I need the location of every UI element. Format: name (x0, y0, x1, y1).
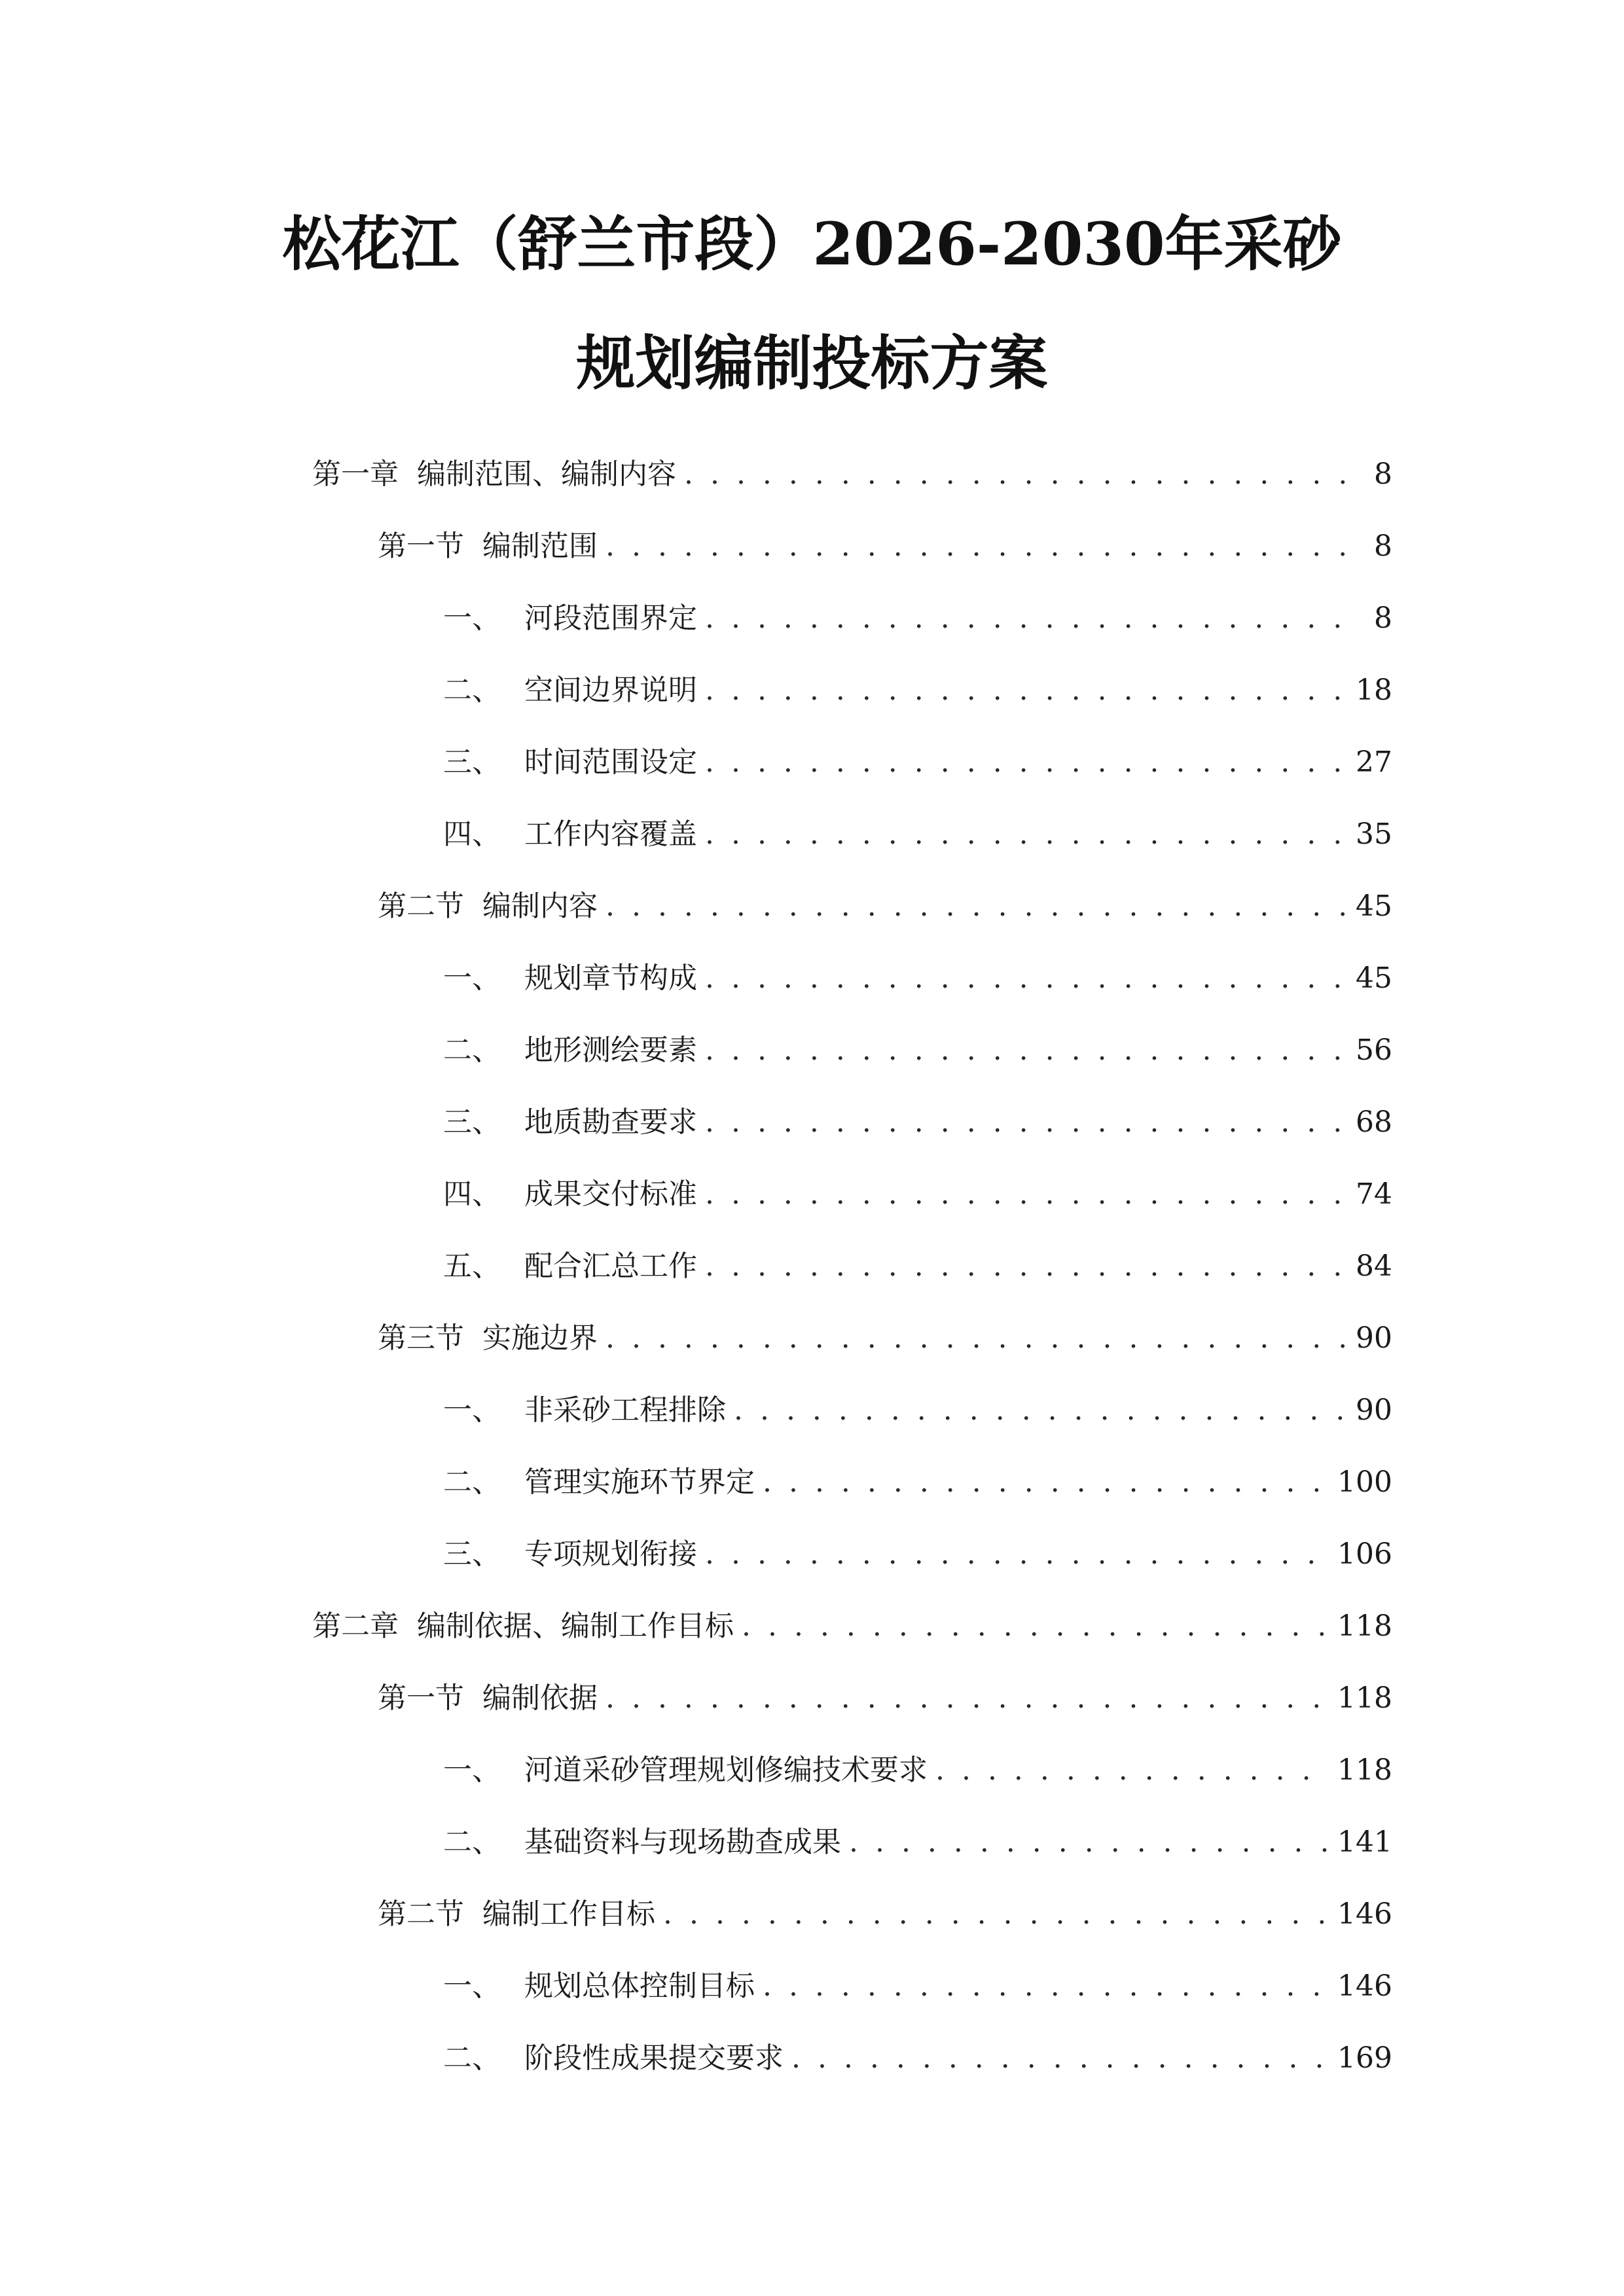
toc-entry-number: 二、 (443, 1825, 501, 1859)
toc-entry-number: 第一节 (378, 529, 464, 563)
toc-entry-number: 第二节 (378, 1897, 464, 1931)
toc-entry-label (312, 1590, 734, 1662)
toc-entry-page-number: 56 (1356, 1033, 1392, 1067)
toc-entry-label (443, 1446, 755, 1518)
toc-entry-title: 河段范围界定 (524, 601, 697, 635)
toc-entry-number: 第一章 (312, 457, 399, 491)
toc-entry-label (443, 1518, 697, 1590)
toc-entry-label (443, 655, 697, 726)
toc-entry-page-number: 45 (1356, 889, 1392, 923)
toc-entry-label (443, 1806, 841, 1878)
toc-entry-title: 工作内容覆盖 (524, 817, 697, 851)
toc-dot-leader (849, 1806, 1331, 1878)
toc-entry-label (443, 1950, 755, 2022)
toc-entry-label (443, 1734, 928, 1806)
toc-entry-number: 五、 (443, 1249, 501, 1283)
toc-entry-number: 三、 (443, 1105, 501, 1139)
toc-entry[interactable] (312, 1374, 1392, 1446)
toc-entry-title: 空间边界说明 (524, 673, 697, 707)
toc-entry-title: 阶段性成果提交要求 (524, 2041, 784, 2075)
toc-entry[interactable] (312, 511, 1392, 583)
toc-entry-page-number: 68 (1356, 1105, 1392, 1139)
toc-entry-title: 规划章节构成 (524, 961, 697, 995)
toc-entry-page-number: 74 (1356, 1177, 1392, 1211)
toc-entry-title: 编制工作目标 (482, 1897, 655, 1931)
toc-dot-leader (605, 511, 1360, 583)
toc-entry-number: 一、 (443, 1753, 501, 1787)
toc-entry-label (443, 1158, 697, 1230)
toc-entry[interactable] (312, 1806, 1392, 1878)
toc-entry-page-number: 35 (1356, 817, 1392, 851)
toc-entry[interactable] (312, 1446, 1392, 1518)
toc-entry-number: 一、 (443, 1393, 501, 1427)
toc-entry[interactable] (312, 726, 1392, 798)
toc-entry-label (443, 1086, 697, 1158)
toc-entry-page-number: 118 (1337, 1753, 1392, 1787)
toc-entry-number: 二、 (443, 1033, 501, 1067)
toc-entry-number: 第一节 (378, 1681, 464, 1715)
toc-dot-leader (705, 583, 1360, 655)
toc-entry-page-number: 84 (1356, 1249, 1392, 1283)
toc-entry-title: 地质勘查要求 (524, 1105, 697, 1139)
toc-entry[interactable] (312, 1878, 1392, 1950)
toc-entry-number: 第二节 (378, 889, 464, 923)
toc-entry-title: 基础资料与现场勘查成果 (524, 1825, 841, 1859)
toc-entry-page-number: 90 (1356, 1321, 1392, 1355)
toc-dot-leader (705, 1014, 1349, 1086)
toc-entry[interactable] (312, 942, 1392, 1014)
toc-entry-page-number: 146 (1337, 1969, 1392, 2003)
toc-entry-page-number: 8 (1374, 601, 1392, 635)
toc-entry-number: 一、 (443, 601, 501, 635)
toc-entry-label (443, 942, 697, 1014)
document-title-line-2: 规划编制投标方案 (576, 329, 1048, 398)
toc-entry[interactable] (312, 1014, 1392, 1086)
toc-entry[interactable] (312, 1158, 1392, 1230)
toc-entry-page-number: 18 (1356, 673, 1392, 707)
toc-entry-number: 二、 (443, 1465, 501, 1499)
toc-entry-label (443, 726, 697, 798)
toc-dot-leader (791, 2022, 1331, 2094)
toc-dot-leader (705, 1158, 1349, 1230)
toc-entry-page-number: 141 (1337, 1825, 1392, 1859)
toc-entry-title: 编制范围 (482, 529, 598, 563)
toc-entry[interactable] (312, 870, 1392, 942)
toc-entry-number: 二、 (443, 2041, 501, 2075)
toc-entry[interactable] (312, 655, 1392, 726)
toc-entry-label (378, 1662, 598, 1734)
toc-entry-title: 编制内容 (482, 889, 598, 923)
toc-entry-page-number: 118 (1337, 1681, 1392, 1715)
toc-entry-page-number: 100 (1337, 1465, 1392, 1499)
toc-entry-page-number: 90 (1356, 1393, 1392, 1427)
toc-entry-page-number: 118 (1337, 1609, 1392, 1643)
toc-entry[interactable] (312, 1230, 1392, 1302)
toc-dot-leader (935, 1734, 1331, 1806)
toc-entry-title: 河道采砂管理规划修编技术要求 (524, 1753, 928, 1787)
toc-dot-leader (705, 1230, 1349, 1302)
toc-entry-title: 地形测绘要素 (524, 1033, 697, 1067)
toc-entry[interactable] (312, 439, 1392, 511)
toc-entry-title: 时间范围设定 (524, 745, 697, 779)
toc-entry-title: 实施边界 (482, 1321, 598, 1355)
toc-dot-leader (705, 798, 1349, 870)
toc-entry-page-number: 146 (1337, 1897, 1392, 1931)
toc-entry-title: 编制范围、编制内容 (417, 457, 676, 491)
toc-entry-title: 编制依据、编制工作目标 (417, 1609, 734, 1643)
toc-dot-leader (705, 1518, 1331, 1590)
toc-dot-leader (734, 1374, 1349, 1446)
toc-entry-label (378, 511, 598, 583)
toc-entry-page-number: 8 (1374, 457, 1392, 491)
toc-entry[interactable] (312, 1086, 1392, 1158)
toc-entry-title: 专项规划衔接 (524, 1537, 697, 1571)
toc-dot-leader (605, 1302, 1349, 1374)
toc-entry-label (443, 1014, 697, 1086)
toc-entry-label (443, 798, 697, 870)
toc-dot-leader (605, 870, 1349, 942)
toc-entry[interactable] (312, 1662, 1392, 1734)
toc-entry-title: 管理实施环节界定 (524, 1465, 755, 1499)
toc-dot-leader (742, 1590, 1331, 1662)
toc-entry-title: 规划总体控制目标 (524, 1969, 755, 2003)
table-of-contents (312, 439, 1392, 2094)
toc-entry-number: 一、 (443, 961, 501, 995)
toc-entry-number: 第二章 (312, 1609, 399, 1643)
toc-dot-leader (705, 942, 1349, 1014)
toc-dot-leader (705, 655, 1349, 726)
toc-entry-page-number: 8 (1374, 529, 1392, 563)
toc-entry-title: 编制依据 (482, 1681, 598, 1715)
toc-entry-number: 三、 (443, 1537, 501, 1571)
toc-dot-leader (663, 1878, 1331, 1950)
toc-entry[interactable] (312, 2022, 1392, 2094)
toc-entry-page-number: 169 (1337, 2041, 1392, 2075)
toc-entry[interactable] (312, 798, 1392, 870)
toc-entry-number: 四、 (443, 1177, 501, 1211)
toc-entry-number: 二、 (443, 673, 501, 707)
toc-entry[interactable] (312, 1950, 1392, 2022)
toc-entry-label (378, 1878, 655, 1950)
toc-dot-leader (684, 439, 1360, 511)
toc-dot-leader (705, 726, 1349, 798)
toc-dot-leader (763, 1446, 1331, 1518)
toc-entry-label (312, 439, 676, 511)
document-title-line-1: 松花江（舒兰市段）2026-2030年采砂 (282, 209, 1342, 279)
toc-dot-leader (605, 1662, 1331, 1734)
toc-dot-leader (705, 1086, 1349, 1158)
toc-entry[interactable] (312, 583, 1392, 655)
toc-entry[interactable] (312, 1518, 1392, 1590)
toc-entry[interactable] (312, 1302, 1392, 1374)
toc-entry-page-number: 106 (1337, 1537, 1392, 1571)
toc-entry-page-number: 45 (1356, 961, 1392, 995)
toc-entry[interactable] (312, 1734, 1392, 1806)
toc-entry-label (443, 583, 697, 655)
toc-entry-title: 配合汇总工作 (524, 1249, 697, 1283)
toc-entry-title: 成果交付标准 (524, 1177, 697, 1211)
toc-entry[interactable] (312, 1590, 1392, 1662)
toc-entry-number: 第三节 (378, 1321, 464, 1355)
toc-entry-page-number: 27 (1356, 745, 1392, 779)
toc-entry-label (443, 1374, 726, 1446)
toc-entry-number: 三、 (443, 745, 501, 779)
toc-entry-number: 一、 (443, 1969, 501, 2003)
toc-dot-leader (763, 1950, 1331, 2022)
toc-entry-label (443, 2022, 784, 2094)
toc-entry-label (378, 1302, 598, 1374)
toc-entry-label (378, 870, 598, 942)
toc-entry-number: 四、 (443, 817, 501, 851)
toc-entry-title: 非采砂工程排除 (524, 1393, 726, 1427)
toc-entry-label (443, 1230, 697, 1302)
